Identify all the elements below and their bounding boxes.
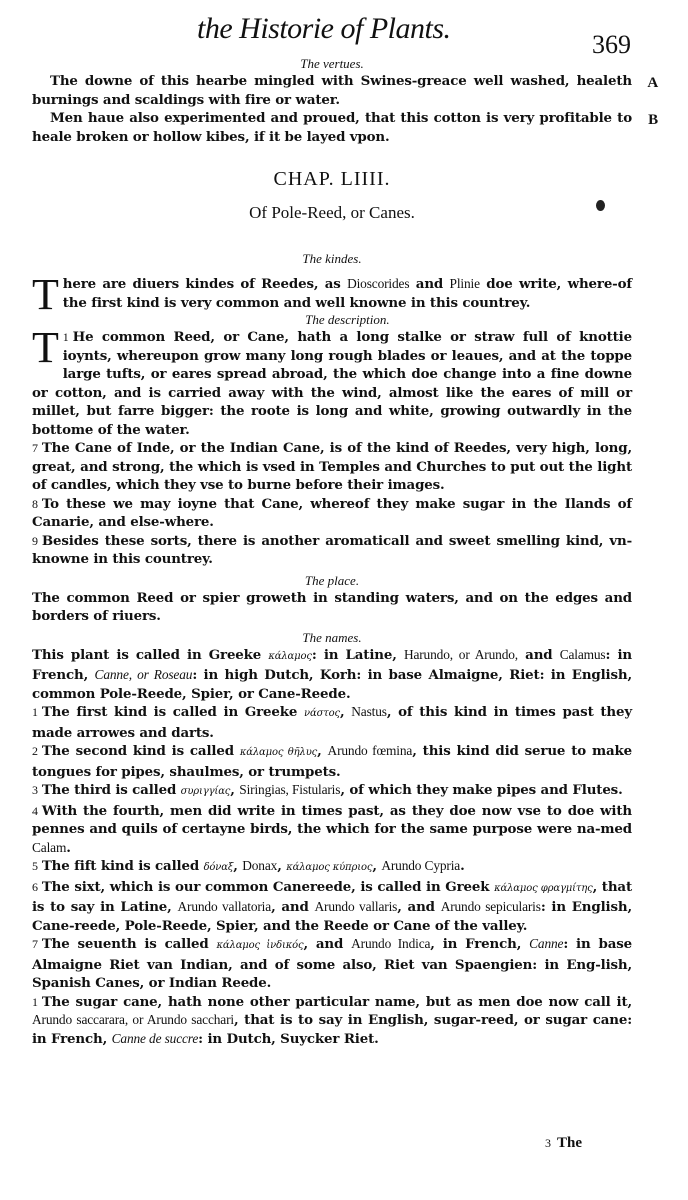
names-text: , of this kind in times past they made arrowes and darts.	[32, 704, 633, 741]
names-text: ,	[230, 782, 240, 798]
vertues-paragraph-2	[32, 109, 658, 146]
names-text: The fift kind is called	[41, 858, 204, 874]
kindes-paragraph	[32, 270, 632, 319]
names-paragraph-5	[32, 857, 632, 878]
names-paragraph-6	[32, 878, 632, 936]
names-text: : in high Dutch, Korh: in base Almaigne, Riet: in English, common Pole-Reede, Spier, or Cane-Reede.	[32, 667, 632, 702]
item-number: 3	[32, 783, 38, 797]
description-text-1: He common Reed, or Cane, hath a long stalke or straw full of knottie ioynts, whereupon grow many long rough blades or leaues, and at the toppe large tufts, or eares spread abroad, the which doe change into a fine downe or cotton, and is carried away with the wind, almost like the eares of mill or millet, but farre bigger: the roote is long and white, growing outwardly in the bottome of the water.	[32, 329, 632, 438]
latin-term: Arundo fœmina	[327, 743, 413, 758]
names-text: ,	[317, 743, 328, 759]
greek-term: κάλαμος	[268, 650, 312, 662]
names-text: The sugar cane, hath none other particular name, but as men doe now call it,	[41, 993, 632, 1010]
names-text: With the fourth, men did write in times past, as they doe now vse to doe with pennes and quils of certayne birds, the which for the same purpose were na-med	[32, 802, 632, 837]
latin-term: Arundo saccarara, or Arundo sacchari	[32, 1012, 234, 1027]
names-text: .	[66, 839, 71, 856]
kindes-author-dioscorides: Dioscorides	[347, 276, 410, 291]
latin-term: Arundo Indica	[351, 936, 431, 951]
kindes-text-a: here are diuers kindes of Reedes, as	[62, 276, 348, 292]
names-paragraph-2	[32, 742, 632, 781]
latin-term: Calamus	[559, 646, 606, 662]
item-number: 1	[32, 994, 38, 1009]
names-text: The second kind is called	[41, 743, 240, 759]
greek-term: κάλαμος φραγμίτης	[494, 882, 593, 894]
vertues-paragraph-1	[32, 72, 658, 109]
names-text: , this kind did serue to make tongues for pipes, shaulmes, or trumpets.	[32, 743, 633, 780]
place-heading: The place.	[304, 572, 360, 588]
names-text: : in French,	[32, 646, 632, 683]
margin-marker-b: B	[648, 112, 658, 128]
place-text: The common Reed or spier groweth in standing waters, and on the edges and borders of riuers.	[32, 589, 632, 624]
description-text-7: The Cane of Inde, or the Indian Cane, is of the kind of Reedes, very high, long, great, and strong, the which is vsed in Temples and Churches to put out the light of candles, which they vse to burne before their images.	[32, 440, 632, 493]
names-text: ,	[277, 858, 287, 874]
running-title: the Historie of Plants.	[197, 12, 451, 45]
kindes-dropcap: T	[32, 270, 59, 319]
description-text-9: Besides these sorts, there is another aromaticall and sweet smelling kind, vn-knowne in this countrey.	[32, 532, 632, 567]
names-paragraph-3	[32, 781, 632, 802]
item-number: 1	[62, 330, 69, 344]
names-text: , and	[303, 936, 352, 952]
names-text: and	[518, 646, 560, 663]
vertues-heading: The vertues.	[300, 56, 364, 71]
latin-term: Arundo vallaris	[314, 899, 398, 914]
latin-term: Arundo sepicularis	[440, 899, 541, 914]
names-text: ,	[233, 858, 243, 874]
latin-term: Nastus	[351, 704, 387, 719]
names-text: The first kind is called in Greeke	[41, 704, 305, 720]
item-number: 1	[32, 705, 38, 719]
description-dropcap: T	[32, 323, 59, 372]
place-paragraph	[32, 589, 632, 626]
item-number: 7	[32, 441, 38, 455]
latin-term: Arundo Cypria	[381, 858, 461, 873]
names-text: , that is to say in Latine,	[32, 878, 632, 915]
names-text: : in Latine,	[311, 646, 404, 663]
names-text: The seuenth is called	[41, 936, 217, 952]
latin-term: Calam	[32, 839, 67, 855]
catchword: The	[557, 1135, 583, 1151]
item-number: 8	[32, 496, 38, 511]
greek-term: κάλαμος ἰνδικός	[216, 940, 304, 951]
names-text: , in French,	[430, 936, 530, 952]
names-text: , and	[271, 899, 315, 915]
greek-term: κάλαμος κύπριος	[286, 862, 373, 873]
latin-term: Siringias, Fistularis	[239, 782, 341, 797]
names-text: The sixt, which is our common Canereede, is called in Greek	[41, 878, 495, 895]
chapter-subtitle: Of Pole-Reed, or Canes.	[249, 203, 415, 222]
greek-term: συριγγίας	[180, 786, 231, 797]
kindes-author-plinie: Plinie	[449, 276, 480, 291]
item-number: 9	[32, 533, 38, 548]
signature-mark: 3	[545, 1136, 551, 1150]
french-term: Canne	[529, 936, 564, 951]
latin-term: Donax	[242, 858, 278, 873]
names-paragraph-4	[32, 802, 632, 858]
names-paragraph-8	[32, 993, 632, 1049]
kindes-text-b: and	[409, 276, 450, 292]
description-paragraph-1	[32, 323, 632, 439]
description-paragraph-9	[32, 532, 632, 569]
names-paragraph-7	[32, 935, 632, 993]
names-text: , of which they make pipes and Flutes.	[340, 782, 623, 798]
names-text: , that is to say in English, sugar-reed, or sugar cane: in French,	[32, 1012, 632, 1047]
greek-term: νάστος	[304, 708, 340, 719]
item-number: 7	[32, 937, 38, 951]
page-header	[32, 0, 632, 59]
catchword-line	[545, 1135, 582, 1152]
names-heading: The names.	[302, 629, 362, 645]
names-text: : in Dutch, Suycker Riet.	[198, 1030, 379, 1047]
kindes-heading: The kindes.	[302, 251, 362, 266]
item-number: 4	[32, 803, 38, 818]
description-text-8: To these we may ioyne that Cane, whereof they make sugar in the Ilands of Canarie, and else-where.	[32, 495, 632, 530]
names-text: .	[460, 858, 465, 874]
vertues-text-2: Men haue also experimented and proued, that this cotton is very profitable to heale broken or hollow kibes, if it be layed vpon.	[32, 110, 632, 145]
greek-term: κάλαμος θῆλυς	[239, 747, 318, 758]
names-text: : in English, Cane-reede, Pole-Reede, Spier, and the Reede or Cane of the valley.	[32, 899, 632, 934]
names-text: The third is called	[41, 782, 181, 798]
page	[32, 0, 658, 1048]
names-text: : in base Almaigne Riet van Indian, and of some also, Riet van Spaengien: in Eng-lish, Spanish Canes, or Indian Reede.	[32, 936, 632, 991]
names-text: This plant is called in Greeke	[32, 646, 269, 663]
french-term: Canne de succre	[111, 1030, 199, 1046]
names-text: ,	[339, 704, 352, 720]
names-paragraph-1	[32, 703, 632, 742]
latin-term: Harundo, or Arundo,	[403, 646, 518, 662]
margin-marker-a: A	[647, 75, 658, 91]
names-paragraph-0	[32, 646, 632, 704]
latin-term: Arundo vallatoria	[177, 899, 272, 914]
description-paragraph-8	[32, 495, 632, 532]
greek-term: δόναξ	[203, 862, 234, 873]
vertues-text-1: The downe of this hearbe mingled with Swines-greace well washed, healeth burnings and scaldings with fire or water.	[32, 73, 632, 108]
chapter-title: CHAP. LIIII.	[273, 168, 391, 190]
french-term: Canne, or Roseau	[94, 667, 193, 682]
names-text: ,	[372, 858, 382, 874]
item-number: 6	[32, 879, 38, 894]
names-text: , and	[397, 899, 441, 915]
description-heading: The description.	[305, 312, 390, 327]
item-number: 5	[32, 859, 38, 873]
kindes-text-c: doe write, where-of the first kind is very common and well knowne in this countrey.	[62, 276, 632, 311]
ink-speck	[596, 200, 605, 211]
item-number: 2	[32, 744, 38, 758]
description-paragraph-7	[32, 439, 632, 495]
page-number: 369	[592, 30, 631, 59]
